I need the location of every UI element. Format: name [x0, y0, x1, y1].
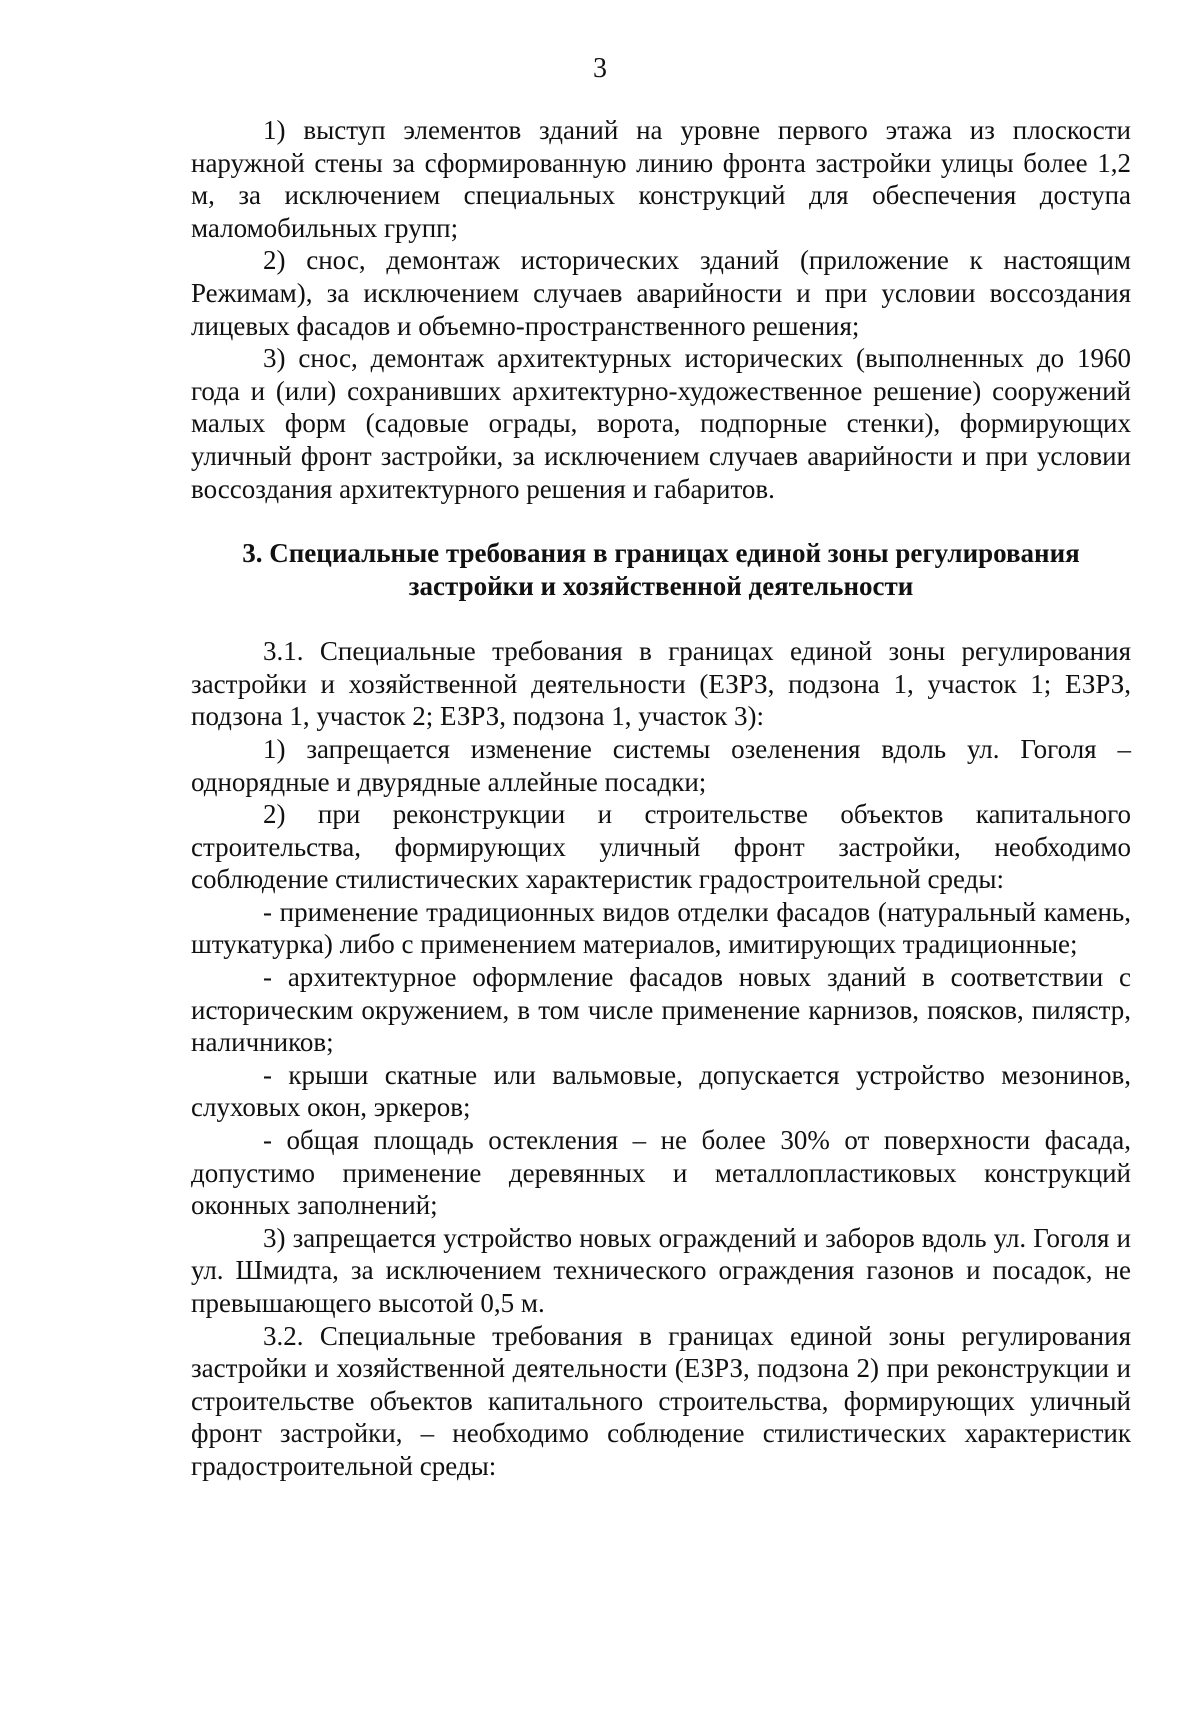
- section3-heading-line1: 3. Специальные требования в границах единой зоны регулирования: [242, 538, 1080, 569]
- paragraph-3-1-item-3: 3) запрещается устройство новых ограждений и заборов вдоль ул. Гоголя и ул. Шмидта, за исключением технического ограждения газонов и посадок, не превышающего высотой 0,5 м.: [191, 1222, 1131, 1318]
- paragraph-3-1-bullet-3: - крыши скатные или вальмовые, допускается устройство мезонинов, слуховых окон, эркеров;: [191, 1059, 1131, 1123]
- paragraph-3-1-bullet-2: - архитектурное оформление фасадов новых зданий в соответствии с историческим окружением, в том числе применение карнизов, поясков, пилястр, наличников;: [191, 962, 1131, 1058]
- paragraph-3-1-bullet-1: - применение традиционных видов отделки фасадов (натуральный камень, штукатурка) либо с применением материалов, имитирующих традиционные;: [191, 896, 1131, 960]
- section2-item-1: 1) выступ элементов зданий на уровне первого этажа из плоскости наружной стены за сформированную линию фронта застройки улицы более 1,2 м, за исключением специальных конструкций для обеспечения доступа маломобильных групп;: [191, 115, 1131, 243]
- section2-item-2: 2) снос, демонтаж исторических зданий (приложение к настоящим Режимам), за исключением случаев аварийности и при условии воссоздания лицевых фасадов и объемно-пространственного решения;: [191, 245, 1131, 341]
- section3-heading: [191, 537, 1131, 603]
- paragraph-3-1-item-1: 1) запрещается изменение системы озеленения вдоль ул. Гоголя – однорядные и двурядные аллейные посадки;: [191, 733, 1131, 797]
- paragraph-3-2-intro: 3.2. Специальные требования в границах единой зоны регулирования застройки и хозяйственной деятельности (ЕЗРЗ, подзона 2) при реконструкции и строительстве объектов капитального строительства, формирующих уличный фронт застройки, – необходимо соблюдение стилистических характеристик градостроительной среды:: [191, 1320, 1131, 1481]
- paragraph-3-1-item-2: 2) при реконструкции и строительстве объектов капитального строительства, формирующих уличный фронт застройки, необходимо соблюдение стилистических характеристик градостроительной среды:: [191, 799, 1131, 895]
- page-number: 3: [593, 53, 607, 84]
- document-body: [191, 114, 1131, 1483]
- paragraph-3-1-intro: 3.1. Специальные требования в границах единой зоны регулирования застройки и хозяйственной деятельности (ЕЗРЗ, подзона 1, участок 1; ЕЗРЗ, подзона 1, участок 2; ЕЗРЗ, подзона 1, участок 3):: [191, 636, 1131, 732]
- paragraph-3-1-bullet-4: - общая площадь остекления – не более 30% от поверхности фасада, допустимо применение деревянных и металлопластиковых конструкций оконных заполнений;: [191, 1125, 1131, 1221]
- section3-heading-line2: застройки и хозяйственной деятельности: [408, 571, 914, 602]
- section2-item-3: 3) снос, демонтаж архитектурных исторических (выполненных до 1960 года и (или) сохранивших архитектурно-художественное решение) сооружений малых форм (садовые ограды, ворота, подпорные стенки), формирующих уличный фронт застройки, за исключением случаев аварийности и при условии воссоздания архитектурного решения и габаритов.: [191, 343, 1131, 504]
